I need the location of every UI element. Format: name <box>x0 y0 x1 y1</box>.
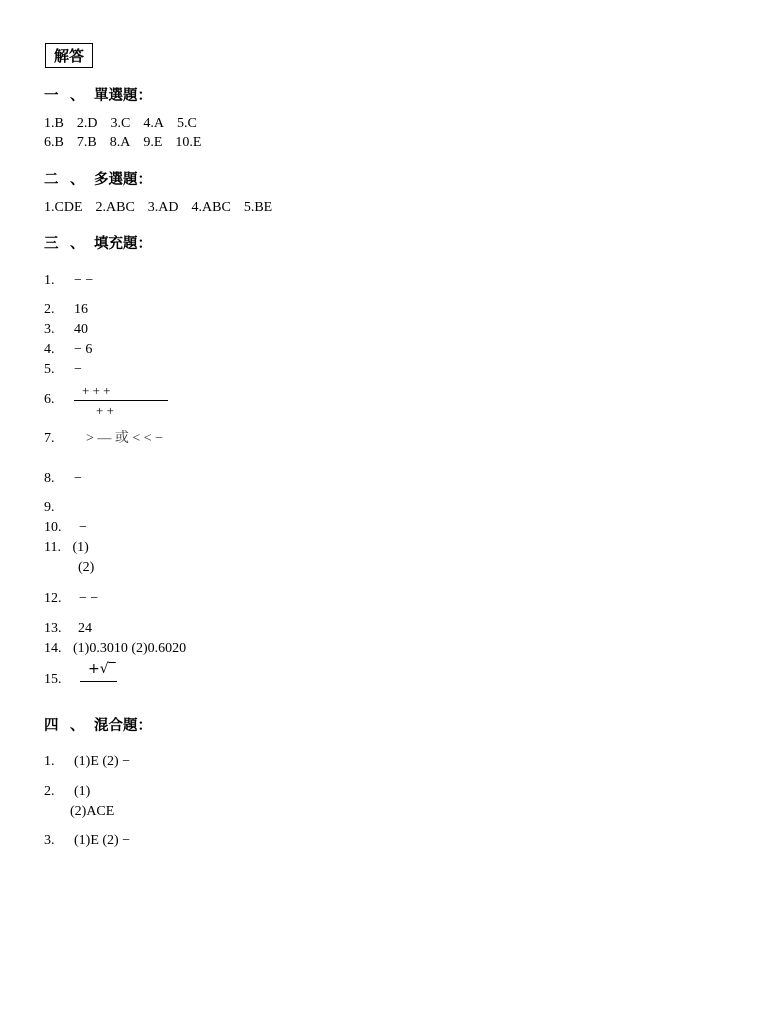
fill-answer-2 <box>44 301 88 319</box>
answer-number: 8. <box>44 471 55 486</box>
section-number: 二 <box>44 172 59 188</box>
answer-value: (1)0.3010 (2)0.6020 <box>73 641 187 656</box>
answer-item: 7.B <box>76 135 97 150</box>
answer-item: 3.C <box>110 116 131 131</box>
fill-answer-8 <box>44 470 82 488</box>
fill-answer-5 <box>44 361 82 379</box>
answer-number: 1. <box>44 754 55 769</box>
answer-part: (1) <box>72 540 89 555</box>
fill-answer-6-fraction <box>74 383 168 419</box>
section-mixed-heading <box>44 714 152 735</box>
fill-answer-11 <box>44 539 89 557</box>
answer-value: > — 或 < < − <box>86 431 164 446</box>
section-separator: 、 <box>70 718 85 734</box>
section-number: 四 <box>44 718 59 734</box>
fraction-numerator: + + + <box>82 383 111 398</box>
answer-item: 4.ABC <box>191 200 231 215</box>
fill-answer-13 <box>44 620 92 638</box>
answer-number: 13. <box>44 621 62 636</box>
answer-item: 1.CDE <box>44 200 83 215</box>
section-fill-in-heading <box>44 232 152 253</box>
answer-number: 2. <box>44 784 55 799</box>
fill-answer-15-fraction <box>80 659 120 685</box>
answer-number: 9. <box>44 500 55 515</box>
fill-answer-14 <box>44 640 186 658</box>
fill-answer-10 <box>44 519 87 537</box>
section-single-choice-heading <box>44 84 152 105</box>
fill-answer-3 <box>44 321 88 339</box>
radical-expression: +√‾ <box>88 661 116 677</box>
fraction-bar <box>80 681 117 682</box>
section-number: 一 <box>44 88 59 104</box>
answer-number: 4. <box>44 342 55 357</box>
answer-number: 3. <box>44 322 55 337</box>
answer-value: − <box>74 471 82 486</box>
answer-number: 5. <box>44 362 55 377</box>
answer-item: 2.ABC <box>95 200 135 215</box>
fill-answer-7 <box>44 430 163 448</box>
answer-number: 12. <box>44 591 62 606</box>
mixed-answer-2 <box>44 783 90 801</box>
section-separator: 、 <box>70 236 85 252</box>
answer-number: 6. <box>44 392 55 407</box>
section-label: 多選題： <box>94 172 152 188</box>
answer-item: 2.D <box>76 116 98 131</box>
fraction-bar <box>74 400 168 401</box>
answer-item: 5.C <box>176 116 197 131</box>
answer-part: (1) <box>74 784 91 799</box>
answer-item: 10.E <box>175 135 202 150</box>
answer-number: 11. <box>44 540 61 555</box>
section-label: 單選題： <box>94 88 152 104</box>
answer-number: 2. <box>44 302 55 317</box>
single-choice-row-2 <box>44 134 214 152</box>
answer-item: 4.A <box>143 116 164 131</box>
single-choice-row-1 <box>44 115 210 133</box>
fill-answer-4 <box>44 341 92 359</box>
answer-value: 24 <box>78 621 92 636</box>
answer-value: (1)E (2) − <box>74 833 131 848</box>
answer-part: (2) <box>78 560 95 575</box>
section-separator: 、 <box>70 88 85 104</box>
answer-value: − − <box>79 591 99 606</box>
fill-answer-9 <box>44 499 55 517</box>
answer-value: 16 <box>74 302 88 317</box>
answer-part: (2)ACE <box>70 804 115 819</box>
answer-value: − <box>79 520 87 535</box>
answer-number: 3. <box>44 833 55 848</box>
answer-item: 1.B <box>44 116 64 131</box>
answer-value: − − <box>74 273 94 288</box>
fraction-denominator: + + <box>96 403 114 418</box>
answer-number: 14. <box>44 641 62 656</box>
answer-item: 5.BE <box>243 200 273 215</box>
fill-answer-12 <box>44 590 98 608</box>
section-multi-choice-heading <box>44 168 152 189</box>
answer-number: 15. <box>44 672 62 687</box>
answer-item: 8.A <box>109 135 131 150</box>
section-label: 混合題： <box>94 718 152 734</box>
section-number: 三 <box>44 236 59 252</box>
answer-value: − <box>74 362 82 377</box>
mixed-answer-3 <box>44 832 130 850</box>
answer-item: 3.AD <box>147 200 179 215</box>
answer-value: (1)E (2) − <box>74 754 131 769</box>
answer-title: 解答 <box>45 43 93 68</box>
fill-answer-1 <box>44 272 93 290</box>
answer-item: 6.B <box>44 135 64 150</box>
answer-number: 7. <box>44 431 55 446</box>
answer-value: − 6 <box>74 342 93 357</box>
multi-choice-row <box>44 199 285 217</box>
answer-number: 10. <box>44 520 62 535</box>
section-label: 填充題： <box>94 236 152 252</box>
answer-item: 9.E <box>143 135 163 150</box>
mixed-answer-1 <box>44 753 130 771</box>
section-separator: 、 <box>70 172 85 188</box>
answer-value: 40 <box>74 322 88 337</box>
answer-number: 1. <box>44 273 55 288</box>
